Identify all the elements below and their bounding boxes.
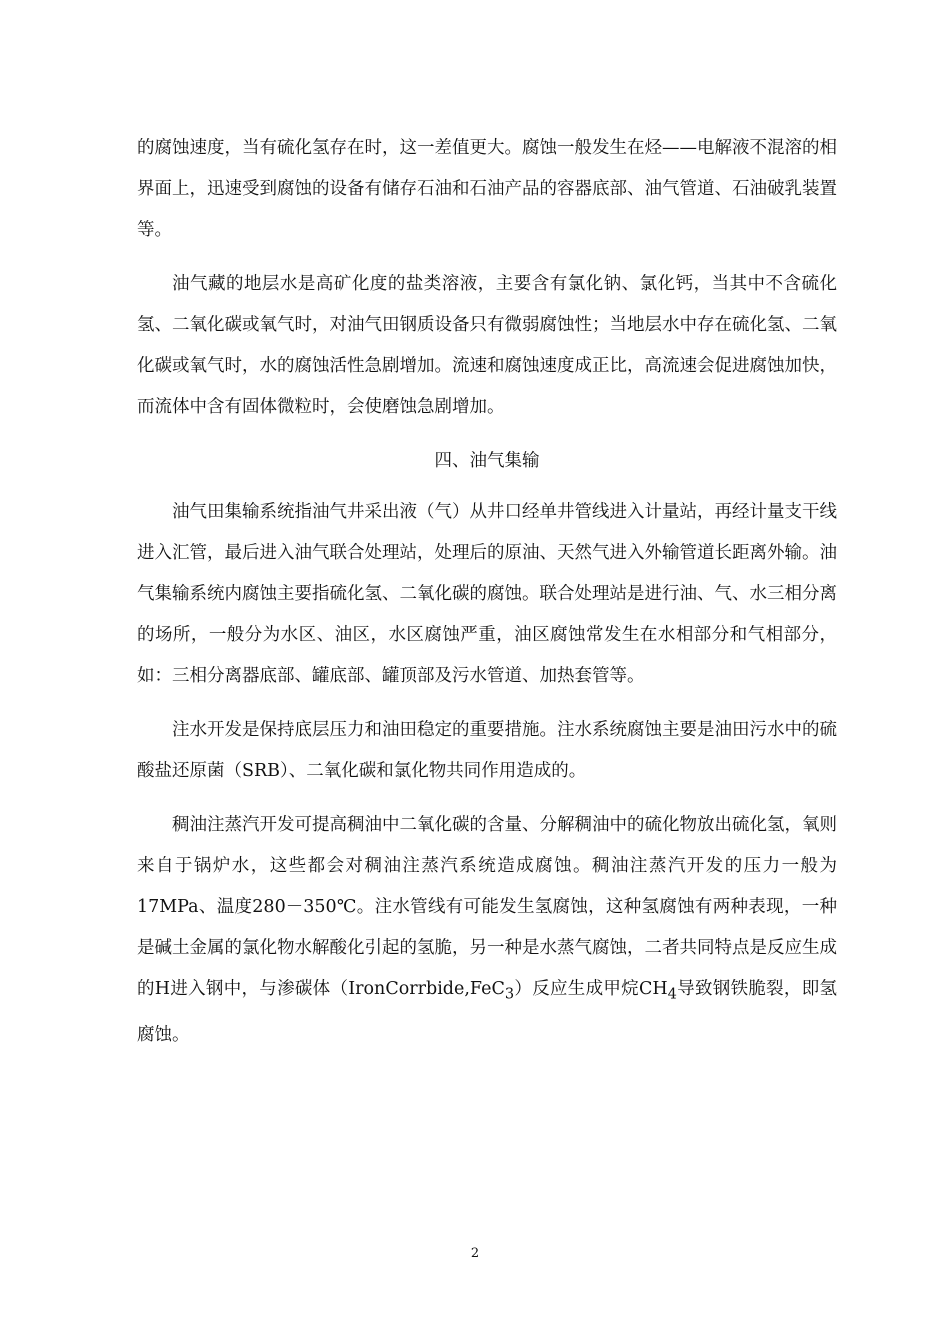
- paragraph-steam-injection: [137, 805, 837, 1056]
- page-number: 2: [470, 1246, 480, 1261]
- paragraph-text-c: 导致钢铁脆裂，即氢腐蚀。: [137, 979, 838, 1045]
- paragraph-gathering-system: 油气田集输系统指油气井采出液（气）从井口经单井管线进入计量站，再经计量支干线进入汇管，最后进入油气联合处理站，处理后的原油、天然气进入外输管道长距离外输。油气集输系统内腐蚀主要指硫化氢、二氧化碳的腐蚀。联合处理站是进行油、气、水三相分离的场所，一般分为水区、油区，水区腐蚀严重，油区腐蚀常发生在水相部分和气相部分，如：三相分离器底部、罐底部、罐顶部及污水管道、加热套管等。: [137, 502, 837, 686]
- paragraph-continued: 的腐蚀速度，当有硫化氢存在时，这一差值更大。腐蚀一般发生在烃——电解液不混溶的相界面上，迅速受到腐蚀的设备有储存石油和石油产品的容器底部、油气管道、石油破乳装置等。: [137, 138, 837, 240]
- subscript-3: 3: [504, 985, 515, 1003]
- subscript-4: 4: [667, 985, 677, 1003]
- paragraph-formation-water: 油气藏的地层水是高矿化度的盐类溶液，主要含有氯化钠、氯化钙，当其中不含硫化氢、二氧化碳或氧气时，对油气田钢质设备只有微弱腐蚀性；当地层水中存在硫化氢、二氧化碳或氧气时，水的腐蚀活性急剧增加。流速和腐蚀速度成正比，高流速会促进腐蚀加快，而流体中含有固体微粒时，会使磨蚀急剧增加。: [137, 274, 837, 417]
- paragraph-text-b: ）反应生成甲烷CH: [514, 979, 668, 999]
- body-text: [137, 128, 837, 1069]
- section-heading: 四、油气集输: [434, 451, 540, 471]
- paragraph-water-injection: 注水开发是保持底层压力和油田稳定的重要措施。注水系统腐蚀主要是油田污水中的硫酸盐还原菌（SRB）、二氧化碳和氯化物共同作用造成的。: [137, 720, 837, 781]
- paragraph-text-a: 稠油注蒸汽开发可提高稠油中二氧化碳的含量、分解稠油中的硫化物放出硫化氢，氧则来自于锅炉水，这些都会对稠油注蒸汽系统造成腐蚀。稠油注蒸汽开发的压力一般为17MPa、温度280－350℃。注水管线有可能发生氢腐蚀，这种氢腐蚀有两种表现，一种是碱土金属的氯化物水解酸化引起的氢脆，另一种是水蒸气腐蚀，二者共同特点是反应生成的H进入钢中，与渗碳体（IronCorrbide,FeC: [137, 815, 837, 999]
